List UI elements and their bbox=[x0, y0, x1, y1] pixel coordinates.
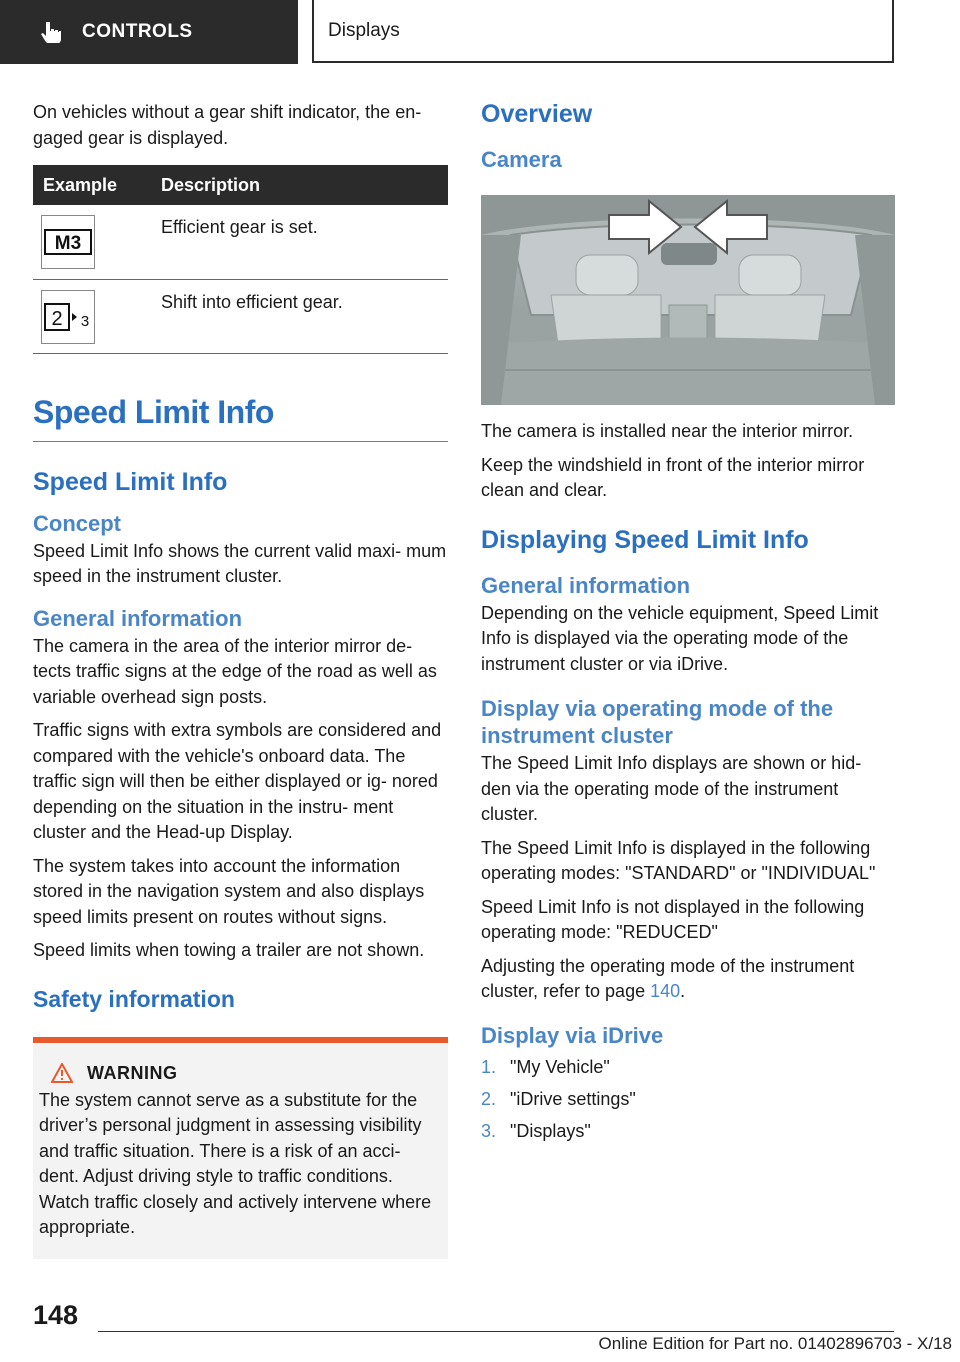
general-info-paragraph: The camera in the area of the interior mirror de‐ tects traffic signs at the edge of the road as well as variable overhead sign posts. bbox=[33, 635, 437, 707]
table-cell-description: Efficient gear is set. bbox=[153, 205, 448, 279]
warning-text: The system cannot serve as a substitute for the driver’s personal judgment in assessing visibility and traffic situation. There is a risk of an acci‐ dent. Adjust driving style to traffic conditions. Watch traffic closely and actively intervene where appropriate. bbox=[39, 1089, 432, 1237]
chapter-header bbox=[312, 0, 894, 63]
list-item: 3. "Displays" bbox=[481, 1120, 591, 1141]
general-info-paragraph: Speed limits when towing a trailer are not shown. bbox=[33, 940, 425, 960]
column-header-description: Description bbox=[153, 165, 448, 205]
svg-text:3: 3 bbox=[80, 312, 90, 330]
operating-mode-heading: Display via operating mode of the instrument cluster bbox=[481, 696, 834, 748]
hand-pointer-icon bbox=[40, 21, 62, 43]
general-info-heading: General information bbox=[481, 572, 691, 598]
section-heading: Speed Limit Info bbox=[33, 394, 448, 442]
section-title: CONTROLS bbox=[82, 21, 193, 42]
operating-mode-paragraph: The Speed Limit Info is displayed in the following operating modes: "STANDARD" or "INDIVIDUAL" bbox=[481, 837, 876, 883]
svg-text:2: 2 bbox=[51, 307, 63, 330]
intro-text: On vehicles without a gear shift indicator, the en‐ gaged gear is displayed. bbox=[33, 102, 422, 148]
subsection-heading: Speed Limit Info bbox=[33, 467, 228, 496]
camera-text: The camera is installed near the interior mirror. bbox=[481, 421, 854, 441]
footer-divider bbox=[98, 1331, 894, 1332]
efficient-gear-symbol bbox=[41, 215, 95, 269]
camera-text: Keep the windshield in front of the interior mirror clean and clear. bbox=[481, 454, 865, 500]
operating-mode-paragraph: Adjusting the operating mode of the instrument cluster, refer to page 140. bbox=[481, 955, 855, 1001]
displaying-heading: Displaying Speed Limit Info bbox=[481, 525, 809, 554]
table-row bbox=[33, 279, 448, 353]
page-reference-link[interactable]: 140 bbox=[650, 981, 681, 1001]
page-number: 148 bbox=[33, 1300, 79, 1330]
shift-up-gear-icon bbox=[44, 302, 92, 332]
concept-heading: Concept bbox=[33, 510, 121, 536]
general-info-paragraph: The system takes into account the information stored in the navigation system and also displays speed limits present on routes without signs. bbox=[33, 855, 425, 927]
operating-mode-paragraph: The Speed Limit Info displays are shown or hid‐ den via the operating mode of the instrument cluster. bbox=[481, 753, 862, 824]
overview-heading: Overview bbox=[481, 100, 593, 128]
gear-table bbox=[33, 165, 448, 354]
warning-box bbox=[33, 1037, 448, 1259]
list-item: 2. "iDrive settings" bbox=[481, 1088, 636, 1109]
left-column bbox=[33, 100, 448, 1259]
general-info-heading: General information bbox=[33, 605, 243, 631]
safety-heading: Safety information bbox=[33, 985, 235, 1012]
warning-label: WARNING bbox=[87, 1062, 178, 1083]
list-item: 1. "My Vehicle" bbox=[481, 1056, 610, 1077]
table-row bbox=[33, 205, 448, 279]
general-info-paragraph: Traffic signs with extra symbols are considered and compared with the vehicle's onboard data. The traffic sign will then be either displayed or ig‐ nored depending on the situation in the instru‐ ment cluster and the Head-up Display. bbox=[33, 720, 442, 842]
section-tab bbox=[0, 0, 298, 64]
shift-gear-symbol bbox=[41, 290, 95, 344]
operating-mode-paragraph: Speed Limit Info is not displayed in the following operating mode: "REDUCED" bbox=[481, 896, 865, 942]
column-header-example: Example bbox=[33, 165, 153, 205]
m3-gear-icon bbox=[44, 229, 92, 255]
table-header-row bbox=[33, 165, 448, 205]
idrive-heading: Display via iDrive bbox=[481, 1022, 664, 1048]
table-cell-description: Shift into efficient gear. bbox=[153, 279, 448, 353]
chapter-title: Displays bbox=[328, 19, 400, 41]
warning-triangle-icon bbox=[51, 1063, 73, 1083]
camera-heading: Camera bbox=[481, 147, 562, 172]
concept-text: Speed Limit Info shows the current valid maxi‐ mum speed in the instrument cluster. bbox=[33, 540, 447, 586]
general-info-text: Depending on the vehicle equipment, Speed Limit Info is displayed via the operating mode of the instrument cluster or via iDrive. bbox=[481, 602, 879, 674]
idrive-steps bbox=[481, 1051, 895, 1147]
car-interior-illustration bbox=[481, 195, 895, 405]
svg-text:M3: M3 bbox=[54, 233, 82, 254]
right-column bbox=[481, 100, 895, 1147]
edition-note: Online Edition for Part no. 01402896703 - X/18 bbox=[598, 1334, 952, 1353]
camera-location-image bbox=[481, 195, 895, 405]
